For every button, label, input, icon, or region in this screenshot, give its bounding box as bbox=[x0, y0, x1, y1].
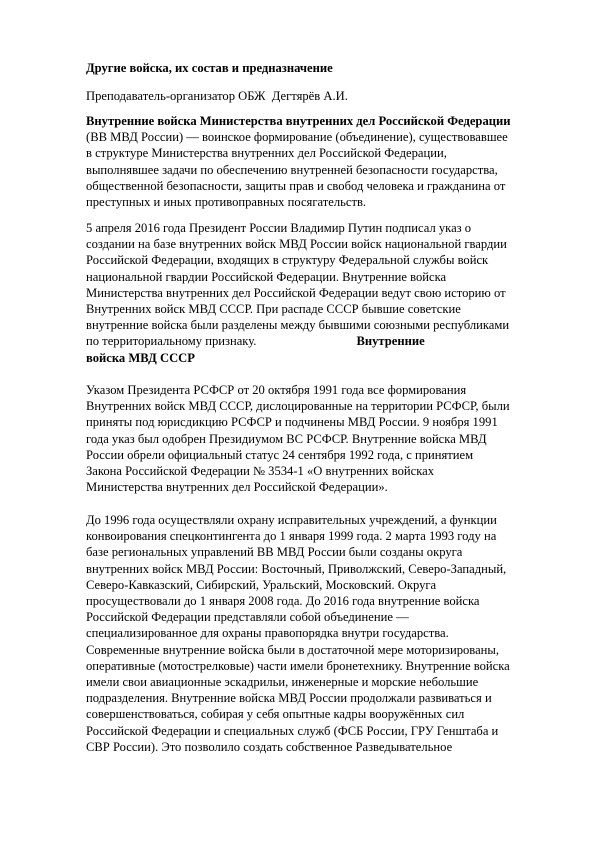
text-line: конвоирования спецконтингента до 1 января 1999 года. 2 марта 1993 году на bbox=[86, 529, 497, 544]
text-line: Министерства внутренних дел Российской Федерации ведут свою историю от bbox=[86, 285, 506, 300]
text-line: создании на базе внутренних войск МВД России войск национальной гвардии bbox=[86, 237, 507, 252]
text-line: имели свои авиационные эскадрильи, инженерные и морские небольшие bbox=[86, 675, 479, 690]
text-line: базе региональных управлений ВВ МВД России были созданы округа bbox=[86, 545, 463, 560]
text-line: Российской Федерации представляли собой объединение — bbox=[86, 610, 409, 625]
text-line: национальной гвардии Российской Федерации. Внутренние войска bbox=[86, 269, 447, 284]
paragraph-definition bbox=[86, 113, 526, 210]
text-line: (ВВ МВД России) — воинское формирование (объединение), существовавшее bbox=[86, 130, 508, 145]
text-line: Министерства внутренних дел Российской Федерации». bbox=[86, 480, 388, 495]
text-line: в структуре Министерства внутренних дел Российской Федерации, bbox=[86, 146, 447, 161]
text-line: совершенствоваться, собирая у себя опытные кадры вооружённых сил bbox=[86, 707, 465, 722]
text-line: Современные внутренние войска были в достаточной мере моторизированы, bbox=[86, 642, 500, 657]
text-line: оперативные (мотострелковые) части имели бронетехнику. Внутренние войска bbox=[86, 658, 510, 673]
teacher-line: Преподаватель-организатор ОБЖ Дегтярёв А.И. bbox=[86, 89, 348, 103]
text-line: Закона Российской Федерации № 3534-1 «О внутренних войсках bbox=[86, 464, 435, 479]
document-title: Другие войска, их состав и предназначение bbox=[86, 61, 333, 75]
paragraph-ussr-decree bbox=[86, 382, 526, 495]
text-line: СВР России). Это позволило создать собственное Разведывательное bbox=[86, 739, 453, 754]
text-line: общественной безопасности, защиты прав и свобод человека и гражданина от bbox=[86, 178, 506, 193]
text-line: Российской Федерации, входящих в структуру Федеральной службы войск bbox=[86, 253, 489, 268]
text-line: по территориальному признаку. bbox=[86, 334, 257, 349]
text-line: Внутренних войск МВД СССР, дислоцированные на территории РСФСР, были bbox=[86, 399, 510, 414]
text-line: приняты под юрисдикцию РСФСР и подчинены МВД России. 9 ноября 1991 bbox=[86, 415, 498, 430]
text-line: России обрели официальный статус 24 сентября 1992 года, с принятием bbox=[86, 447, 474, 462]
text-line: Российской Федерации и специальных служб (ФСБ России, ГРУ Генштаба и bbox=[86, 723, 499, 738]
text-line: До 1996 года осуществляли охрану исправительных учреждений, а функции bbox=[86, 513, 497, 527]
paragraph-history bbox=[86, 220, 526, 366]
text-line: подразделения. Внутренние войска МВД России продолжали развиваться и bbox=[86, 691, 492, 706]
text-line: просуществовали до 1 января 2008 года. До 2016 года внутренние войска bbox=[86, 594, 480, 609]
text-line: 5 апреля 2016 года Президент России Владимир Путин подписал указ о bbox=[86, 221, 472, 235]
text-line: года указ был одобрен Президиумом ВС РСФСР. Внутренние войска МВД bbox=[86, 431, 487, 446]
paragraph-structure bbox=[86, 512, 526, 755]
text-line: внутренние войска были разделены между бывшими союзными республиками bbox=[86, 318, 510, 333]
text-line: внутренних войск МВД России: Восточный, Приволжский, Северо-Западный, bbox=[86, 561, 507, 576]
text-line: преступных и иных противоправных посягательств. bbox=[86, 195, 367, 210]
section-heading-part-a: Внутренние bbox=[356, 334, 425, 349]
text-line: Северо-Кавказский, Сибирский, Уральский, Московский. Округа bbox=[86, 577, 437, 592]
text-line-with-heading bbox=[86, 333, 526, 349]
paragraph-lead-bold: Внутренние войска Министерства внутренних дел Российской Федерации bbox=[86, 114, 511, 128]
section-heading-part-b: войска МВД СССР bbox=[86, 350, 195, 365]
text-line: Внутренних войск МВД СССР. При распаде СССР бывшие советские bbox=[86, 302, 461, 317]
text-line: специализированное для охраны правопорядка внутри государства. bbox=[86, 626, 449, 641]
text-line: Указом Президента РСФСР от 20 октября 1991 года все формирования bbox=[86, 383, 467, 397]
text-line: выполнявшее задачи по обеспечению внутренней безопасности государства, bbox=[86, 162, 498, 177]
